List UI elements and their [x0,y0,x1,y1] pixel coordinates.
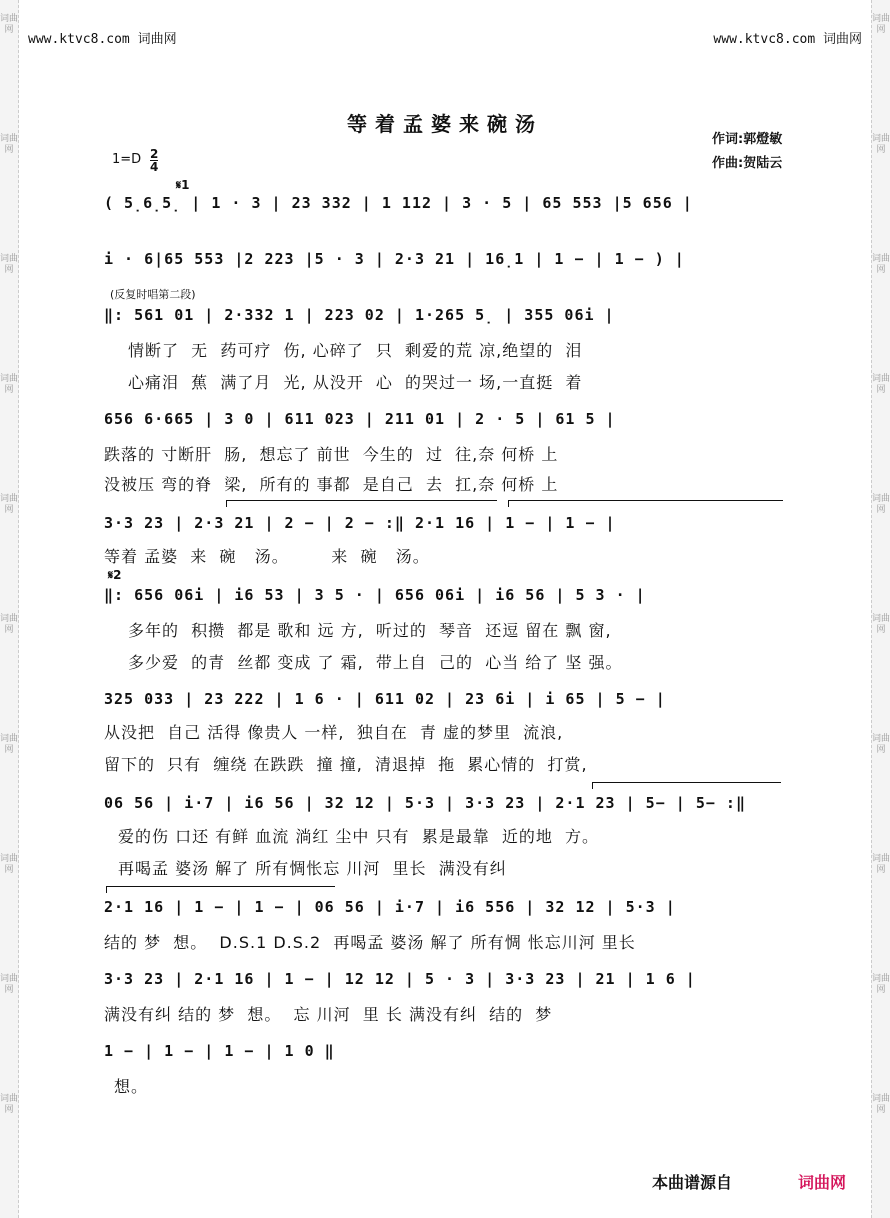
lyric-line: 跌落的 寸断肝 肠, 想忘了 前世 今生的 过 往,奈 何桥 上 [104,445,559,464]
lyric-line: 结的 梦 想。 D.S.1 D.S.2 再喝孟 婆汤 解了 所有惆 怅忘川河 里长 [104,933,636,952]
footer-brand-link[interactable]: 词曲网 [798,1173,847,1192]
watermark-mark: 词曲网 [872,974,890,995]
watermark-mark: 词曲网 [872,134,890,155]
watermark-mark: 词曲网 [872,374,890,395]
score-line: 1 − | 1 − | 1 − | 1 0 ‖ [104,1042,335,1060]
lyric-line: 情断了 无 药可疗 伤, 心碎了 只 剩爱的荒 凉,绝望的 泪 [128,341,583,360]
volta-2 [106,886,335,893]
watermark-mark: 词曲网 [872,254,890,275]
watermark-mark: 词曲网 [872,614,890,635]
score-line: 656 6·665 | 3 0 | 611 023 | 211 01 | 2 · 5 | 61 5 | [104,410,616,428]
header-site-right: www.ktvc8.com 词曲网 [713,32,862,47]
watermark-mark: 词曲网 [0,14,19,35]
watermark-mark: 词曲网 [0,254,19,275]
time-signature [150,148,158,173]
watermark-mark: 词曲网 [872,494,890,515]
lyric-line: 等着 孟婆 来 碗 汤。 来 碗 汤。 [104,547,430,566]
lyric-line: 从没把 自己 活得 像贵人 一样, 独自在 青 虚的梦里 流浪, [104,723,564,742]
footer-source: 本曲谱源自 [652,1173,733,1192]
segno-1: 𝄋1 [176,178,190,192]
volta-1 [226,500,497,507]
repeat-note: (反复时唱第二段) [110,288,196,301]
lyric-line: 心痛泪 蕉 满了月 光, 从没开 心 的哭过一 场,一直挺 着 [128,373,583,392]
watermark-mark: 词曲网 [0,734,19,755]
score-line: 3·3 23 | 2·1 16 | 1 − | 12 12 | 5 · 3 | 3·3 23 | 21 | 1 6 | [104,970,696,988]
watermark-mark: 词曲网 [872,1094,890,1115]
watermark-mark: 词曲网 [872,854,890,875]
lyric-line: 留下的 只有 缠绕 在跌跌 撞 撞, 清退掉 拖 累心情的 打赏, [104,755,588,774]
lyric-line: 爱的伤 口还 有鲜 血流 淌红 尘中 只有 累是最靠 近的地 方。 [118,827,600,846]
lyricist-credit: 作词:郭燈敏 [712,132,783,147]
key-signature: 1=D [112,152,142,167]
score-line: 325 033 | 23 222 | 1 6 · | 611 02 | 23 6i | i 65 | 5 − | [104,690,666,708]
segno-2: 𝄋2 [108,568,122,582]
watermark-mark: 词曲网 [0,854,19,875]
watermark-mark: 词曲网 [872,734,890,755]
score-line: ‖: 656 06i | i6 53 | 3 5 · | 656 06i | i6 56 | 5 3 · | [104,586,646,604]
score-line: 3·3 23 | 2·3 21 | 2 − | 2 − :‖ 2·1 16 | 1 − | 1 − | [104,514,616,532]
time-bottom: 4 [150,160,159,174]
right-watermark-strip [871,0,890,1218]
header-site-left: www.ktvc8.com 词曲网 [28,32,177,47]
watermark-mark: 词曲网 [0,134,19,155]
watermark-mark: 词曲网 [0,974,19,995]
watermark-mark: 词曲网 [872,14,890,35]
lyric-line: 想。 [114,1077,149,1096]
score-line: ( 5̣6̣5̣ | 1 · 3 | 23 332 | 1 112 | 3 · 5 | 65 553 |5 656 | [104,194,693,212]
score-line: ‖: 561 01 | 2·332 1 | 223 02 | 1·265 5̣ | 355 06i | [104,306,615,324]
left-watermark-strip [0,0,19,1218]
lyric-line: 多年的 积攒 都是 歌和 远 方, 听过的 琴音 还逗 留在 飘 窗, [128,621,612,640]
watermark-mark: 词曲网 [0,374,19,395]
watermark-mark: 词曲网 [0,1094,19,1115]
song-title: 等着孟婆来碗汤 [347,112,543,136]
volta-2 [508,500,783,507]
time-top: 2 [150,147,159,161]
watermark-mark: 词曲网 [0,614,19,635]
composer-credit: 作曲:贺陆云 [712,156,783,171]
score-line: i · 6|65 553 |2 223 |5 · 3 | 2·3 21 | 16̣1 | 1 − | 1 − ) | [104,250,685,268]
score-line: 2·1 16 | 1 − | 1 − | 06 56 | i·7 | i6 556 | 32 12 | 5·3 | [104,898,676,916]
lyric-line: 没被压 弯的脊 梁, 所有的 事都 是自己 去 扛,奈 何桥 上 [104,475,559,494]
score-line: 06 56 | i·7 | i6 56 | 32 12 | 5·3 | 3·3 23 | 2·1 23 | 5− | 5− :‖ [104,794,746,812]
lyric-line: 多少爱 的青 丝都 变成 了 霜, 带上自 己的 心当 给了 坚 强。 [128,653,623,672]
lyric-line: 满没有纠 结的 梦 想。 忘 川河 里 长 满没有纠 结的 梦 [104,1005,553,1024]
volta-1 [592,782,781,789]
lyric-line: 再喝孟 婆汤 解了 所有惆怅忘 川河 里长 满没有纠 [118,859,507,878]
watermark-mark: 词曲网 [0,494,19,515]
